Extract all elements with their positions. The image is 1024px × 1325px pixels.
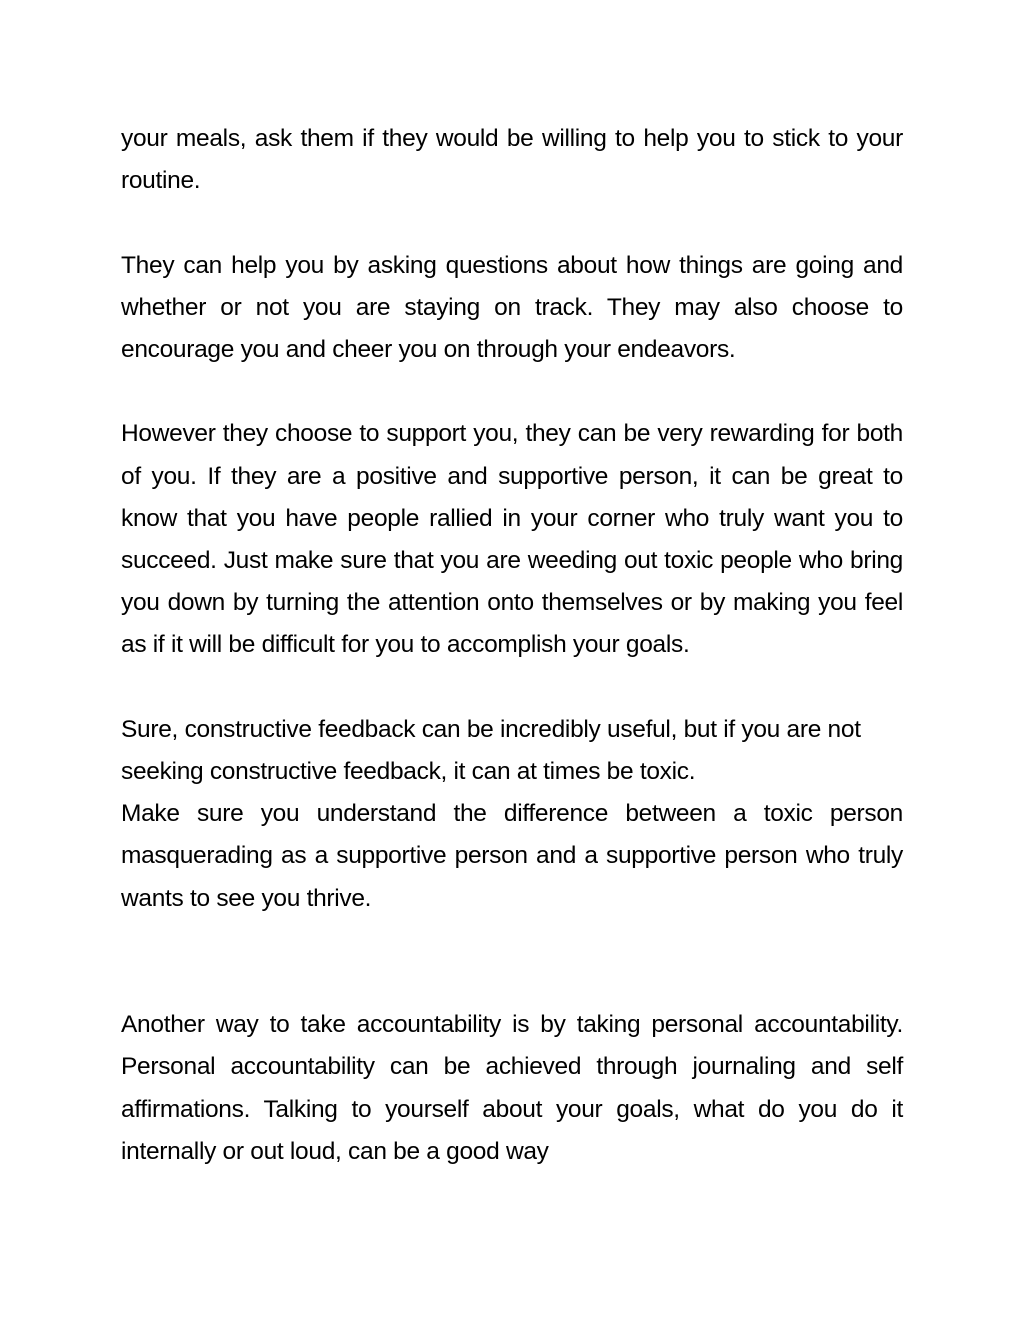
paragraph-feedback: Sure, constructive feedback can be incredibly useful, but if you are not seeking constructive feedback, it can at times be toxic. (121, 715, 861, 785)
paragraph-spacer (121, 371, 903, 413)
paragraph-questions: They can help you by asking questions about how things are going and whether or not you are staying on track. They may also choose to encourage you and cheer you on through your endeavors. (121, 251, 903, 363)
paragraph-routine: your meals, ask them if they would be willing to help you to stick to your routine. (121, 125, 903, 195)
paragraph-support: However they choose to support you, they can be very rewarding for both of you. If they are a positive and supportive person, it can be great to know that you have people rallied in your corner who truly want you to succeed. Just make sure that you are weeding out toxic people who bring you down by turning the attention onto themselves or by making you feel as if it will be difficult for you to accomplish your goals. (121, 420, 903, 659)
document-body (121, 118, 903, 1173)
paragraph-spacer (121, 667, 903, 709)
paragraph-spacer (121, 202, 903, 244)
paragraph-personal-accountability: Another way to take accountability is by taking personal accountability. Personal accountability can be achieved through journaling and self affirmations. Talking to yourself about your goals, what do you do it internally or out loud, can be a good way (121, 1011, 903, 1165)
paragraph-spacer-large (121, 920, 903, 1004)
paragraph-difference: Make sure you understand the difference between a toxic person masquerading as a supportive person and a supportive person who truly wants to see you thrive. (121, 800, 903, 912)
